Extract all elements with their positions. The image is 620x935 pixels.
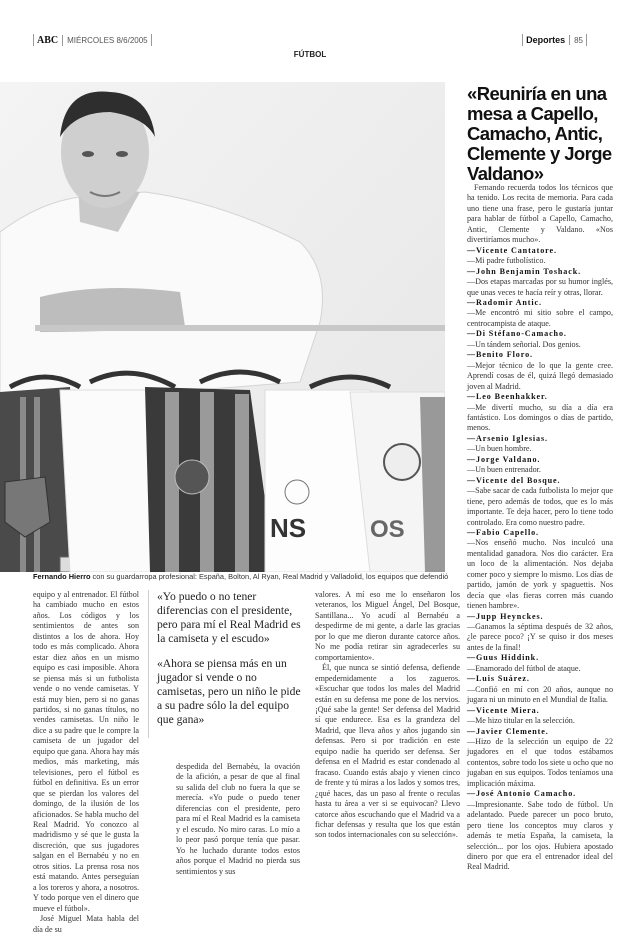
paragraph: José Miguel Mata habla del día de su: [33, 914, 139, 934]
coach-name: —Fabio Capello.: [467, 527, 539, 537]
coach-name: —Javier Clemente.: [467, 726, 549, 736]
coach-name: —Luis Suárez.: [467, 674, 530, 684]
caption-name: Fernando Hierro: [33, 572, 91, 581]
paragraph: Él, que nunca se sintió defensa, defiende empedernidamente a los zagueros. «Escuchar que todos los males del Madrid están en su defensa me pone de los nervios. ¡Qué sabe la gente! Ser defensa del Madrid sí que endurece. Esa es la grandeza del Madrid, que lleva años y años jugando sin defensas. Pero si por tradición en este equipo nadie ha querido ser defensa. Ser defensa en el Madrid es estar condenado al fracaso. Cuando estás abajo y vienen cinco de frente y tú miras a los lados y somos tres, ¿qué haces, das un paso al frente o reculas hasta tu área a ver si se equivocan? Llevo catorce años escuchando que el Madrid va a fichar defensas y resulta que los que están son todos internacionales con su selección».: [315, 663, 460, 840]
coach-quote: —Me encontró mi sitio sobre el campo, centrocampista de ataque.: [467, 308, 613, 328]
coach-name: —Jorge Valdano.: [467, 454, 541, 464]
coach-quote: —Dos etapas marcadas por su humor inglés, que unas veces te hacía reír y otras, llorar.: [467, 277, 613, 297]
sidebar-headline: «Reuniría en una mesa a Capello, Camacho, Antic, Clemente y Jorge Valdano»: [467, 83, 612, 184]
coach-name: —Leo Beenhakker.: [467, 392, 548, 402]
coach-name: —Vicente del Bosque.: [467, 475, 561, 485]
coach-name: —John Benjamin Toshack.: [467, 266, 582, 276]
paragraph: despedida del Bernabéu, la ovación de la afición, a pesar de que al final su salida del club no fuera la que se merecía. «Yo pude o puedo tener diferencias con el presidente, pero para mí el Real Madrid es la camiseta y el escudo. No miro caras. Lo mío a lo peor pasó porque tenía que pasar. Yo he luchado durante todos estos años porque el Madrid no pierda sus sentimientos y sus: [176, 762, 300, 876]
caption-text: con su guardarropa profesional: España, Bolton, Al Ryan, Real Madrid y Valladolid, los equipos que defendió: [90, 572, 449, 581]
article-column-3: [176, 762, 300, 877]
coach-name: —Radomir Antic.: [467, 297, 542, 307]
page-header-right: [522, 34, 587, 46]
coach-quote: —Sabe sacar de cada futbolista lo mejor que tiene, pero además de todos, que es lo más importante. Te deja hacer, pero lo tiene todo controlado. Era como nuestro padre.: [467, 486, 613, 527]
coach-quote: —Impresionante. Sabe todo de fútbol. Un adelantado. Puede parecer un poco bruto, pero tiene los conceptos muy claros y además te metía España, la camiseta, la selección... por los ojos. Hubiera apostado dinero por que era el entrenador ideal del Real Madrid.: [467, 799, 613, 872]
svg-text:NS: NS: [270, 513, 307, 543]
coach-quote: —Ganamos la séptima después de 32 años, ¿le parece poco? ¡Y se quiso ir dos meses antes de la final!: [467, 622, 613, 652]
coach-list: [467, 246, 613, 873]
coach-quote: —Confió en mí con 20 años, aunque no jugara ni un minuto en el Mundial de Italia.: [467, 684, 613, 705]
coach-name: —Di Stéfano-Camacho.: [467, 329, 567, 339]
coach-name: —José Antonio Camacho.: [467, 789, 577, 799]
svg-text:OS: OS: [370, 516, 405, 543]
section-name: Deportes: [526, 35, 570, 45]
page-number: 85: [574, 35, 583, 45]
coach-name: —Jupp Heynckes.: [467, 611, 544, 621]
coach-quote: —Me hizo titular en la selección.: [467, 716, 575, 726]
coach-quote: —Mejor técnico de lo que la gente cree. Aprendí cosas de él, quizá llegó demasiado joven al Madrid.: [467, 360, 613, 391]
page-header-left: [33, 34, 152, 46]
paragraph: valores. A mí eso me lo enseñaron los veteranos, los Miguel Ángel, Del Bosque, Santillana... Yo acudí al Bernabéu a despedirme de mi gente, a darle las gracias por lo que me dieron durante catorce años. No me podía retirar sin agradecerles su comportamiento».: [315, 590, 460, 662]
coach-quote: —Un buen entrenador.: [467, 465, 541, 475]
coach-quote: —Hizo de la selección un equipo de 22 jugadores en el que todos estábamos contentos, sobre todo los siete u ocho que no jugaban en sus equipos. Todos teníamos una implicación máxima.: [467, 737, 613, 788]
coach-quote: —Enamorado del fútbol de ataque.: [467, 663, 581, 673]
photo-caption: [33, 572, 448, 581]
paragraph: equipo y al entrenador. El fútbol ha cambiado mucho en estos años. Los códigos y los sentimientos de antes son distintos a los de ahora. Hoy todo es más complicado. Ahora estar diez años en un mismo equipo es casi imposible. Ahora se piensa más si un futbolista vende o no vende camisetas. Y está muy bien, pero si no ganas partidos, si no ganas títulos, no vendes camisetas. Un niño le dice a su padre que le compre la camiseta de un jugador del equipo que gana. Ahora hay más medios, más marketing, más televisiones, pero el fútbol es fútbol en definitiva. Es un error que se pierdan los valores del domingo, de la ilusión de los aficionados. Se habla mucho del Real Madrid. Yo conozco al madridismo y sé que le gusta la discreción, que sus jugadores salgan en el Bernabéu y no en otros sitios. La prensa rosa nos está matando. Antes perseguían a los toreros y ahora, a nosotros. Y todo porque ven el dinero que mueve el fútbol».: [33, 590, 139, 913]
photo-fernando-hierro: [0, 82, 445, 572]
issue-date: MIÉRCOLES 8/6/2005: [67, 35, 148, 45]
coach-quote: —Mi padre futbolístico.: [467, 256, 546, 266]
coach-quote: —Nos enseñó mucho. Nos inculcó una mentalidad ganadora. Nos dio carácter. Era un loco de la alimentación. Nos dejaba comer poco y siempre lo mismo. Los días de partido, jamón de york y spaguettis. Nos decía que «las fieras corren más cuando tienen hambre».: [467, 538, 613, 611]
coach-name: —Arsenio Iglesias.: [467, 433, 548, 443]
coach-name: —Benito Floro.: [467, 350, 533, 360]
newspaper-logo: ABC: [37, 35, 63, 46]
coach-name: —Vicente Miera.: [467, 705, 540, 715]
sidebar-body: [467, 183, 613, 873]
pull-quote: «Ahora se piensa más en un jugador si vende o no camisetas, pero un niño le pide a su padre sólo la del equipo que gana»: [157, 657, 301, 726]
sidebar-intro: Fernando recuerda todos los técnicos que ha tenido. Los recita de memoria. Para cada uno tiene una frase, pero le gustaría juntar para hablar de fútbol a Capello, Camacho, Antic, Clemente y Valdano. «Nos divertiríamos mucho».: [467, 183, 613, 245]
pull-quote: «Yo puedo o no tener diferencias con el presidente, pero para mí el Real Madrid es la camiseta y el escudo»: [157, 590, 301, 645]
subsection-title: FÚTBOL: [293, 50, 327, 59]
article-column-4: [315, 590, 460, 841]
article-column-1: [33, 590, 139, 935]
coach-name: —Vicente Cantatore.: [467, 245, 557, 255]
coach-quote: —Un buen hombre.: [467, 444, 532, 454]
coach-name: —Guus Hiddink.: [467, 653, 539, 663]
pull-quotes: [148, 590, 307, 738]
coach-quote: —Un tándem señorial. Dos genios.: [467, 339, 581, 349]
coach-quote: —Me divertí mucho, su día a día era fantástico. Los domingos o días de partido, menos.: [467, 402, 613, 433]
